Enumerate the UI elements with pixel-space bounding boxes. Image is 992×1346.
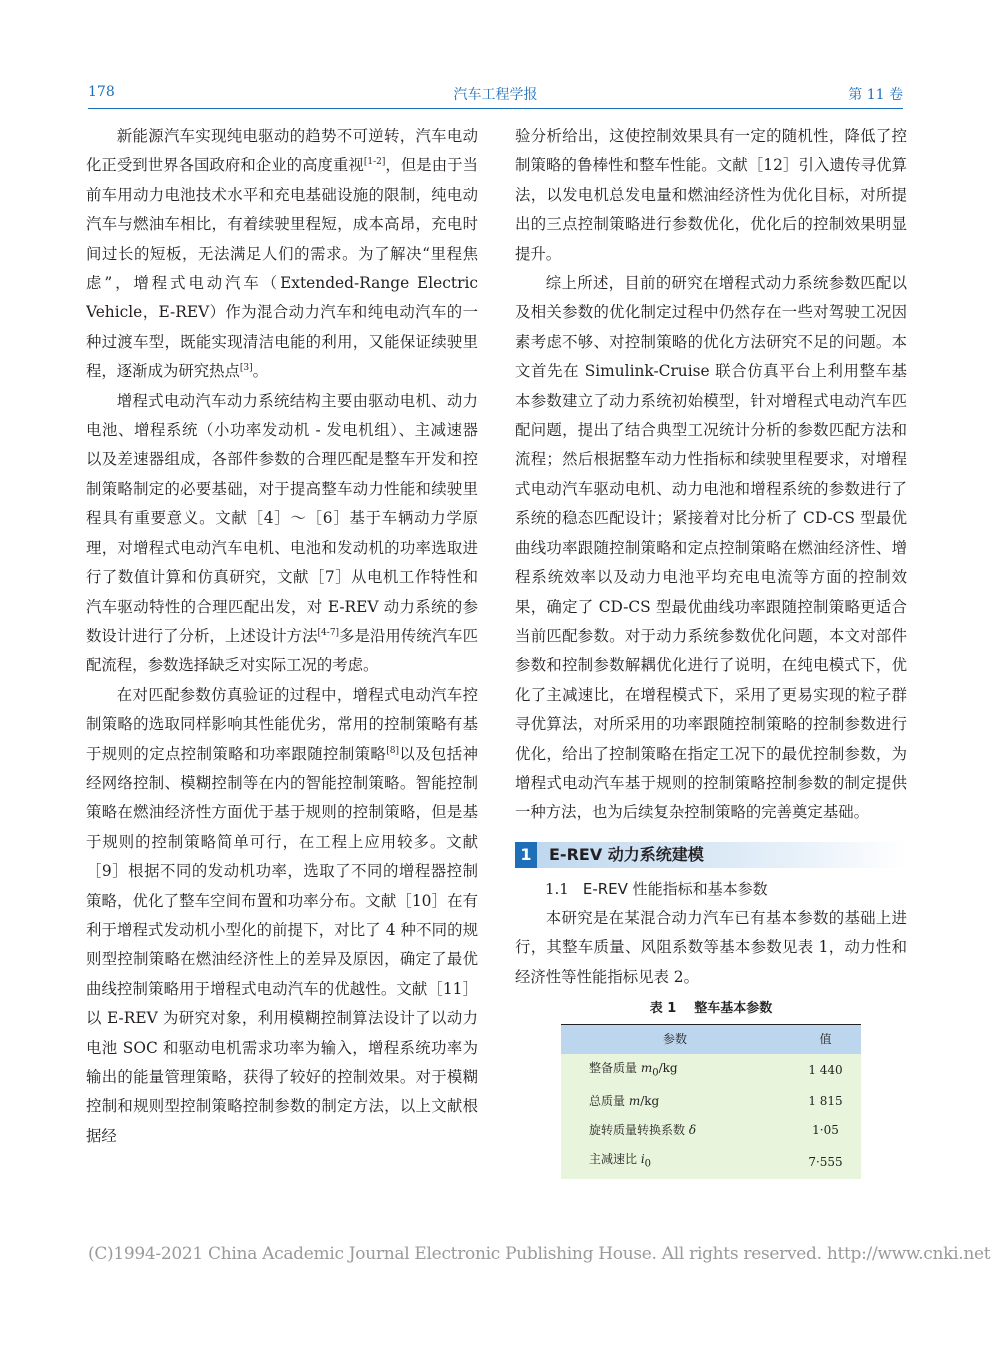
table-row: [561, 1054, 861, 1087]
section-title: E-REV 动力系统建模: [549, 844, 704, 864]
subsection-number: 1.1: [545, 879, 569, 898]
table-row: [561, 1145, 861, 1178]
volume-label: 第 11 卷: [848, 87, 903, 103]
citation: [8]: [386, 745, 399, 756]
citation: [3]: [239, 363, 253, 374]
running-header: [88, 82, 903, 109]
param-label: 总质量 m/kg: [561, 1087, 790, 1116]
subsection-title: E-REV 性能指标和基本参数: [582, 879, 768, 898]
section-number: 1: [515, 842, 537, 868]
paragraph-structure: 增程式电动汽车动力系统结构主要由驱动电机、动力电池、增程系统（小功率发动机 - 发电机组）、主减速器以及差速器组成，各部件参数的合理匹配是整车开发和控制策略制定的必要基础，对于提高整车动力性能和续驶里程具有重要意义。文献［4］～［6］基于车辆动力学原理，对增程式电动汽车电机、电池和发动机的功率选取进行了数值计算和仿真研究，文献［7］从电机工作特性和汽车驱动特性的合理匹配出发，对 E-REV 动力系统的参数设计进行了分析，上述设计方法[4-7]多是沿用传统汽车匹配流程，参数选择缺乏对实际工况的考虑。: [86, 391, 478, 675]
subsection-heading: [515, 874, 907, 904]
vehicle-parameters-table: [561, 1024, 861, 1179]
param-value: 1 815: [790, 1087, 861, 1116]
table-header-row: [561, 1024, 861, 1054]
paragraph-intro: 新能源汽车实现纯电驱动的趋势不可逆转，汽车电动化正受到世界各国政府和企业的高度重视[1-2]，但是由于当前车用动力电池技术水平和充电基础设施的限制，纯电动汽车与燃油车相比，有着续驶里程短，成本高昂，充电时间过长的短板，无法满足人们的需求。为了解决“里程焦虑”，增程式电动汽车（Extended-Range Electric Vehicle，E-REV）作为混合动力汽车和纯电动汽车的一种过渡车型，既能实现清洁电能的利用，又能保证续驶里程，逐渐成为研究热点[3]。: [86, 127, 478, 381]
column-header-parameter: 参数: [561, 1024, 790, 1054]
paragraph-parameters: 本研究是在某混合动力汽车已有基本参数的基础上进行，其整车质量、风阻系数等基本参数见表 1，动力性和经济性等性能指标见表 2。: [515, 908, 907, 986]
paragraph-continued: 验分析给出，这使控制效果具有一定的随机性，降低了控制策略的鲁棒性和整车性能。文献［12］引入遗传寻优算法，以发电机总发电量和燃油经济性为优化目标，对所提出的三点控制策略进行参数优化，优化后的控制效果明显提升。: [515, 127, 907, 263]
citation: [1-2]: [363, 157, 386, 168]
param-value: 7·555: [790, 1145, 861, 1178]
right-column: [515, 122, 907, 1272]
citation: [4-7]: [317, 627, 340, 638]
param-label: 整备质量 $m_0/kg$: [561, 1054, 790, 1087]
page-number: 178: [88, 84, 115, 100]
paragraph-strategy: 在对匹配参数仿真验证的过程中，增程式电动汽车控制策略的选取同样影响其性能优劣，常用的控制策略有基于规则的定点控制策略和功率跟随控制策略[8]以及包括神经网络控制、模糊控制等在内的智能控制策略。智能控制策略在燃油经济性方面优于基于规则的控制策略，但是基于规则的控制策略简单可行，在工程上应用较多。文献［9］根据不同的发动机功率，选取了不同的增程器控制策略，优化了整车空间布置和功率分布。文献［10］在有利于增程式发动机小型化的前提下，对比了 4 种不同的规则型控制策略在燃油经济性上的差异及原因，确定了最优曲线控制策略用于增程式电动汽车的优越性。文献［11］以 E-REV 为研究对象，利用模糊控制算法设计了以动力电池 SOC 和驱动电机需求功率为输入，增程系统功率为输出的能量管理策略，获得了较好的控制效果。对于模糊控制和规则型控制策略控制参数的制定方法，以上文献根据经: [86, 685, 478, 1145]
section-heading: [515, 842, 907, 868]
column-header-value: 值: [790, 1024, 861, 1054]
left-column: [86, 122, 478, 1272]
journal-name: 汽车工程学报: [453, 87, 538, 103]
param-value: 1 440: [790, 1054, 861, 1087]
table-caption: [515, 996, 907, 1022]
table-row: [561, 1087, 861, 1116]
param-value: 1·05: [790, 1116, 861, 1145]
paragraph-summary: 综上所述，目前的研究在增程式动力系统参数匹配以及相关参数的优化制定过程中仍然存在一些对驾驶工况因素考虑不够、对控制策略的优化方法研究不足的问题。本文首先在 Simulink-Cruise 联合仿真平台上利用整车基本参数建立了动力系统初始模型，针对增程式电动汽车匹配问题，提出了结合典型工况统计分析的参数匹配方法和流程；然后根据整车动力性指标和续驶里程要求，对增程式电动汽车驱动电机、动力电池和增程系统的参数进行了系统的稳态匹配设计；紧接着对比分析了 CD-CS 型最优曲线功率跟随控制策略和定点控制策略在燃油经济性、增程系统效率以及动力电池平均充电电流等方面的控制效果，确定了 CD-CS 型最优曲线功率跟随控制策略更适合当前匹配参数。对于动力系统参数优化问题，本文对部件参数和控制参数解耦优化进行了说明，在纯电模式下，优化了主减速比，在增程模式下，采用了更易实现的粒子群寻优算法，对所采用的功率跟随控制策略的控制参数进行优化，给出了控制策略在指定工况下的最优控制参数，为增程式电动汽车基于规则的控制策略控制参数的制定提供一种方法，也为后续复杂控制策略的完善奠定基础。: [515, 274, 907, 822]
param-label: 主减速比 $i_0$: [561, 1145, 790, 1178]
table-number: 表 1: [649, 1000, 677, 1016]
table-title: 整车基本参数: [694, 1000, 773, 1016]
table-row: [561, 1116, 861, 1145]
copyright-watermark: (C)1994-2021 China Academic Journal Electronic Publishing House. All rights reserved. http://www.cnki.net: [88, 1244, 991, 1264]
param-label: 旋转质量转换系数 δ: [561, 1116, 790, 1145]
